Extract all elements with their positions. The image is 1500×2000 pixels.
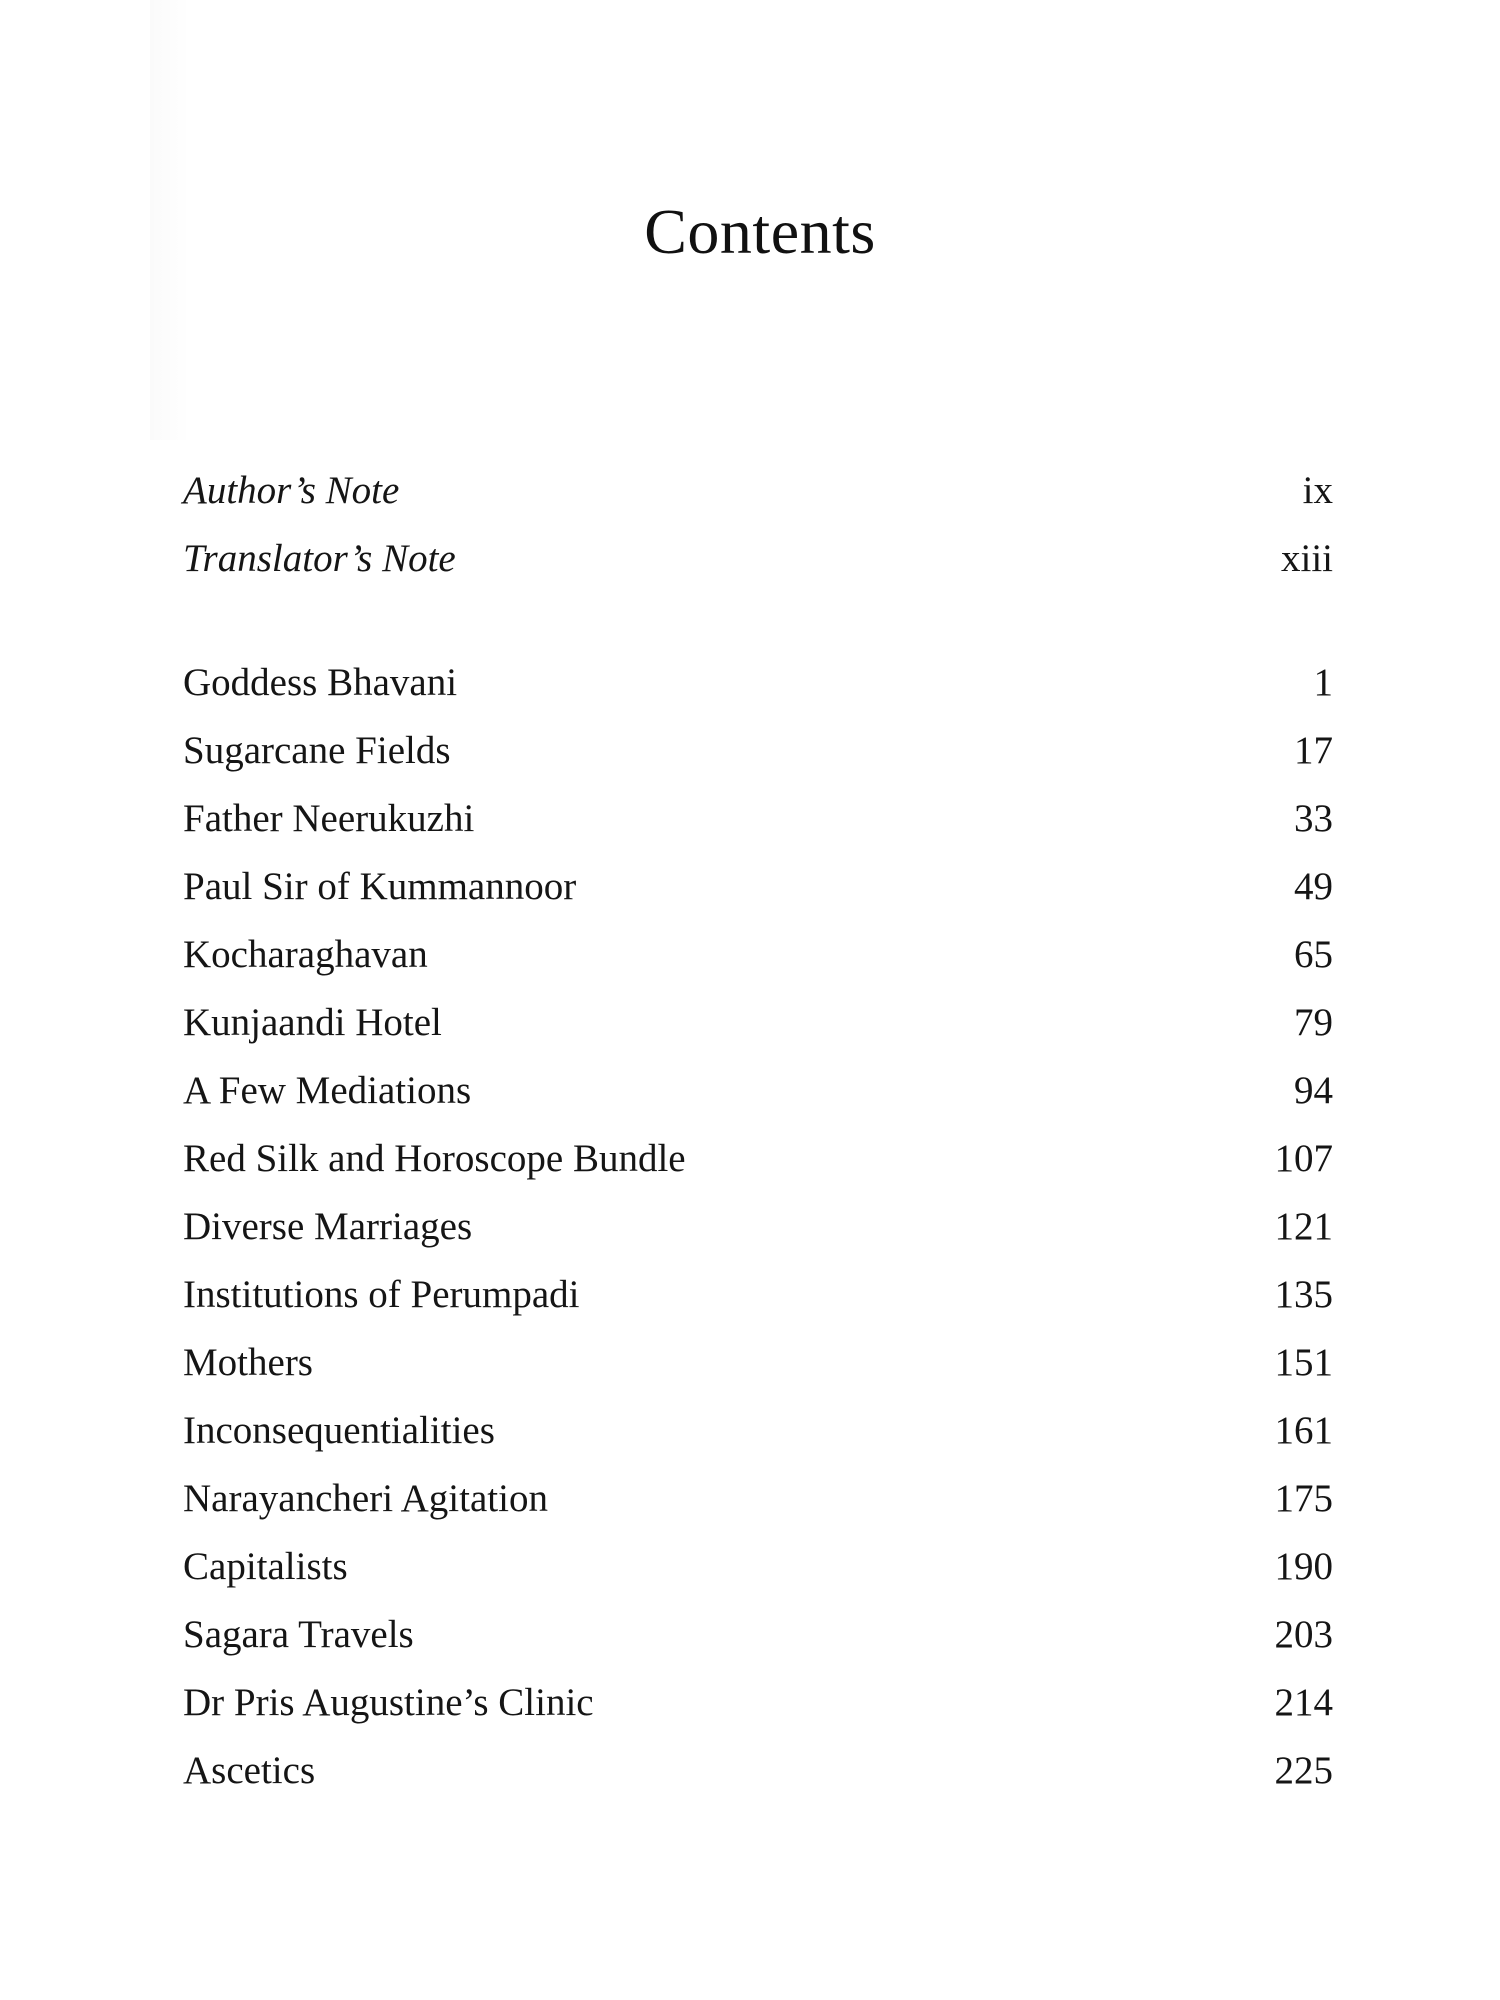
toc-entry (183, 1748, 1333, 1816)
entry-page-number: 49 (1294, 865, 1333, 908)
entry-page-number: 121 (1274, 1205, 1333, 1248)
toc-entry-authors-note (183, 468, 1333, 536)
toc-entry (183, 1680, 1333, 1748)
entry-title: Author’s Note (183, 469, 400, 512)
entry-page-number: xiii (1280, 537, 1333, 580)
entry-page-number: 33 (1294, 797, 1333, 840)
toc-entry (183, 864, 1333, 932)
toc-entry (183, 1272, 1333, 1340)
toc-entry (183, 660, 1333, 728)
entry-page-number: 175 (1274, 1477, 1333, 1520)
entry-title: Dr Pris Augustine’s Clinic (183, 1681, 594, 1724)
section-spacer (183, 604, 1333, 660)
entry-title: Goddess Bhavani (183, 661, 458, 704)
entry-title: Kunjaandi Hotel (183, 1001, 442, 1044)
entry-page-number: 135 (1274, 1273, 1333, 1316)
entry-page-number: 65 (1294, 933, 1333, 976)
entry-page-number: 225 (1274, 1749, 1333, 1792)
entry-title: Sugarcane Fields (183, 729, 451, 772)
entry-title: Inconsequentialities (183, 1409, 495, 1452)
toc-entry (183, 932, 1333, 1000)
toc-entry (183, 1612, 1333, 1680)
entry-page-number: ix (1302, 469, 1333, 512)
toc-entry (183, 1068, 1333, 1136)
entry-title: Paul Sir of Kummannoor (183, 865, 577, 908)
toc-entry (183, 1476, 1333, 1544)
toc-entry (183, 1136, 1333, 1204)
entry-page-number: 214 (1274, 1681, 1333, 1724)
entry-title: A Few Mediations (183, 1069, 472, 1112)
entry-page-number: 161 (1274, 1409, 1333, 1452)
toc-entry (183, 728, 1333, 796)
entry-title: Diverse Marriages (183, 1205, 473, 1248)
entry-title: Kocharaghavan (183, 933, 428, 976)
toc-entry (183, 1408, 1333, 1476)
entry-page-number: 151 (1274, 1341, 1333, 1384)
entry-title: Mothers (183, 1341, 313, 1384)
entry-title: Capitalists (183, 1545, 348, 1588)
entry-title: Narayancheri Agitation (183, 1477, 548, 1520)
entry-title: Father Neerukuzhi (183, 797, 475, 840)
table-of-contents (183, 468, 1333, 1816)
entry-title: Ascetics (183, 1749, 316, 1792)
entry-title: Institutions of Perumpadi (183, 1273, 580, 1316)
entry-page-number: 203 (1274, 1613, 1333, 1656)
entry-page-number: 79 (1294, 1001, 1333, 1044)
entry-title: Red Silk and Horoscope Bundle (183, 1137, 686, 1180)
entry-page-number: 107 (1274, 1137, 1333, 1180)
entry-page-number: 17 (1294, 729, 1333, 772)
toc-entry (183, 796, 1333, 864)
entry-page-number: 94 (1294, 1069, 1333, 1112)
toc-entry (183, 1544, 1333, 1612)
toc-entry (183, 1204, 1333, 1272)
entry-page-number: 190 (1274, 1545, 1333, 1588)
entry-title: Translator’s Note (183, 537, 456, 580)
toc-entry (183, 1340, 1333, 1408)
entry-title: Sagara Travels (183, 1613, 414, 1656)
entry-page-number: 1 (1313, 661, 1333, 704)
toc-entry (183, 1000, 1333, 1068)
page-title: Contents (644, 196, 876, 267)
toc-entry-translators-note (183, 536, 1333, 604)
